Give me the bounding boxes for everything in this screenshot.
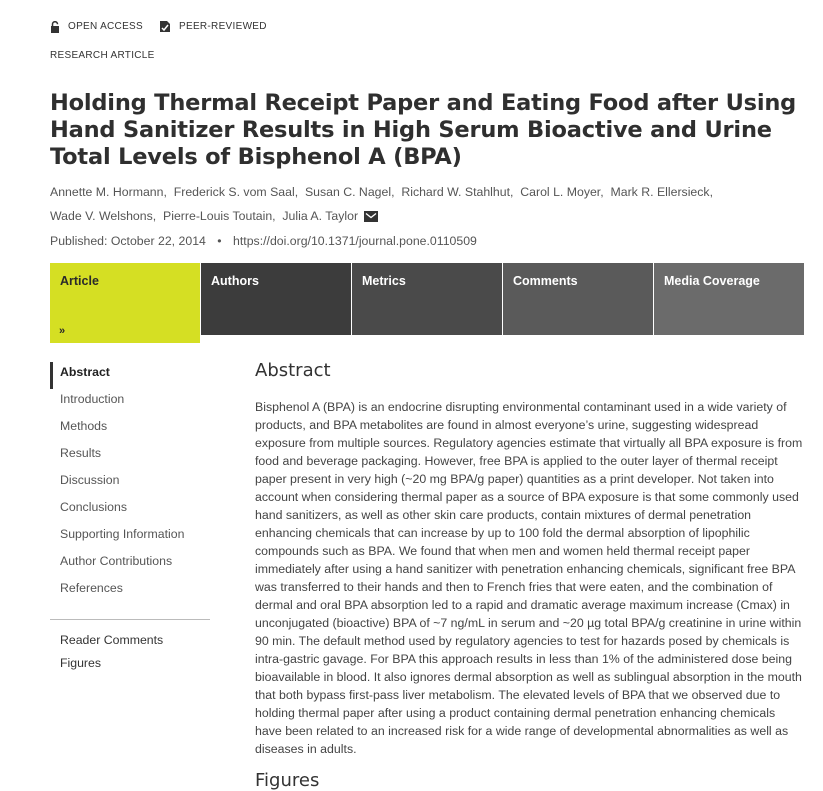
- nav-introduction[interactable]: Introduction: [60, 392, 125, 406]
- tab-media-coverage[interactable]: [654, 263, 804, 335]
- separator-dot: •: [217, 234, 222, 248]
- article-type-label: RESEARCH ARTICLE: [50, 50, 155, 61]
- author-link[interactable]: Mark R. Ellersieck: [610, 185, 710, 199]
- author-link[interactable]: Carol L. Moyer: [520, 185, 601, 199]
- tab-comments-label: Comments: [513, 274, 578, 288]
- tab-media-coverage-label: Media Coverage: [664, 274, 760, 288]
- author-link[interactable]: Julia A. Taylor: [282, 209, 359, 223]
- author-link[interactable]: Pierre-Louis Toutain: [163, 209, 273, 223]
- author-link[interactable]: Frederick S. vom Saal: [173, 185, 295, 199]
- peer-reviewed-icon: [159, 20, 171, 33]
- section-nav: [50, 362, 210, 676]
- abstract-text: Bisphenol A (BPA) is an endocrine disrupting environmental contaminant used in a wide variety of products, and BPA metabolites are found in almost everyone’s urine, suggesting widespread exposure from multiple sources. Regulatory agencies estimate that virtually all BPA exposure is from food and beverage packaging. However, free BPA is applied to the outer layer of thermal receipt paper present in very high (~20 mg BPA/g paper) quantities as a print developer. Not taken into account when considering thermal paper as a source of BPA exposure is that some commonly used hand sanitizers, as well as other skin care products, contain mixtures of dermal penetration enhancing chemicals that can increase by up to 100 fold the dermal absorption of lipophilic compounds such as BPA. We found that when men and women held thermal receipt paper immediately after using a hand sanitizer with penetration enhancing chemicals, significant free BPA was transferred to their hands and then to French fries that were eaten, and the combination of dermal and oral BPA absorption led to a rapid and dramatic average maximum increase (Cmax) in unconjugated (bioactive) BPA of ~7 ng/mL in serum and ~20 µg total BPA/g creatinine in urine within 90 min. The default method used by regulatory agencies to test for hazards posed by chemicals is intra-gastric gavage. For BPA this approach results in less than 1% of the administered dose being bioavailable in blood. It also ignores dermal absorption as well as sublingual absorption in the mouth that both bypass first-pass liver metabolism. The elevated levels of BPA that we observed due to holding thermal paper after using a product containing dermal penetration enhancing chemicals have been related to an increased risk for a wide range of developmental abnormalities as well as diseases in adults.: [255, 400, 803, 756]
- email-envelope-icon[interactable]: [364, 211, 378, 222]
- nav-figures[interactable]: Figures: [60, 656, 102, 670]
- nav-methods[interactable]: Methods: [60, 419, 108, 433]
- tab-metrics[interactable]: [352, 263, 502, 335]
- open-access-badge[interactable]: [50, 21, 143, 33]
- author-link[interactable]: Richard W. Stahlhut: [401, 185, 511, 199]
- nav-abstract[interactable]: Abstract: [50, 362, 210, 389]
- abstract-heading: Abstract: [255, 360, 331, 381]
- nav-conclusions[interactable]: Conclusions: [60, 500, 127, 514]
- publication-info: [50, 234, 477, 248]
- peer-reviewed-label: PEER-REVIEWED: [179, 21, 267, 32]
- article-title: Holding Thermal Receipt Paper and Eating Food after Using Hand Sanitizer Results in High Serum Bioactive and Urine Total Levels of Bisphenol A (BPA): [50, 90, 797, 170]
- nav-divider: [50, 619, 210, 620]
- doi-link[interactable]: https://doi.org/10.1371/journal.pone.0110509: [233, 234, 477, 248]
- tab-metrics-label: Metrics: [362, 274, 406, 288]
- figures-heading: Figures: [255, 770, 320, 791]
- open-access-label: OPEN ACCESS: [68, 21, 143, 32]
- chevron-double-down-icon: »: [59, 325, 66, 337]
- author-link[interactable]: Wade V. Welshons: [50, 209, 153, 223]
- nav-results[interactable]: Results: [60, 446, 102, 460]
- author-list: Annette M. Hormann, Frederick S. vom Saal, Susan C. Nagel, Richard W. Stahlhut, Carol L. Moyer, Mark R. Ellersieck, Wade V. Welshons, Pierre-Louis Toutain, Julia A. Taylor: [50, 185, 713, 223]
- author-link[interactable]: Annette M. Hormann: [50, 185, 164, 199]
- tab-authors[interactable]: [201, 263, 351, 335]
- tab-article[interactable]: [50, 263, 200, 343]
- access-badges: [50, 20, 283, 33]
- unlocked-padlock-icon: [50, 21, 60, 33]
- article-tabs: [50, 263, 805, 343]
- nav-supporting-information[interactable]: Supporting Information: [60, 527, 185, 541]
- author-link[interactable]: Susan C. Nagel: [304, 185, 392, 199]
- nav-references[interactable]: References: [60, 581, 123, 595]
- tab-article-label: Article: [60, 274, 99, 288]
- peer-reviewed-badge[interactable]: [159, 20, 267, 33]
- tab-authors-label: Authors: [211, 274, 259, 288]
- tab-comments[interactable]: [503, 263, 653, 335]
- published-date: Published: October 22, 2014: [50, 234, 206, 248]
- nav-author-contributions[interactable]: Author Contributions: [60, 554, 173, 568]
- nav-discussion[interactable]: Discussion: [60, 473, 120, 487]
- nav-reader-comments[interactable]: Reader Comments: [60, 633, 164, 647]
